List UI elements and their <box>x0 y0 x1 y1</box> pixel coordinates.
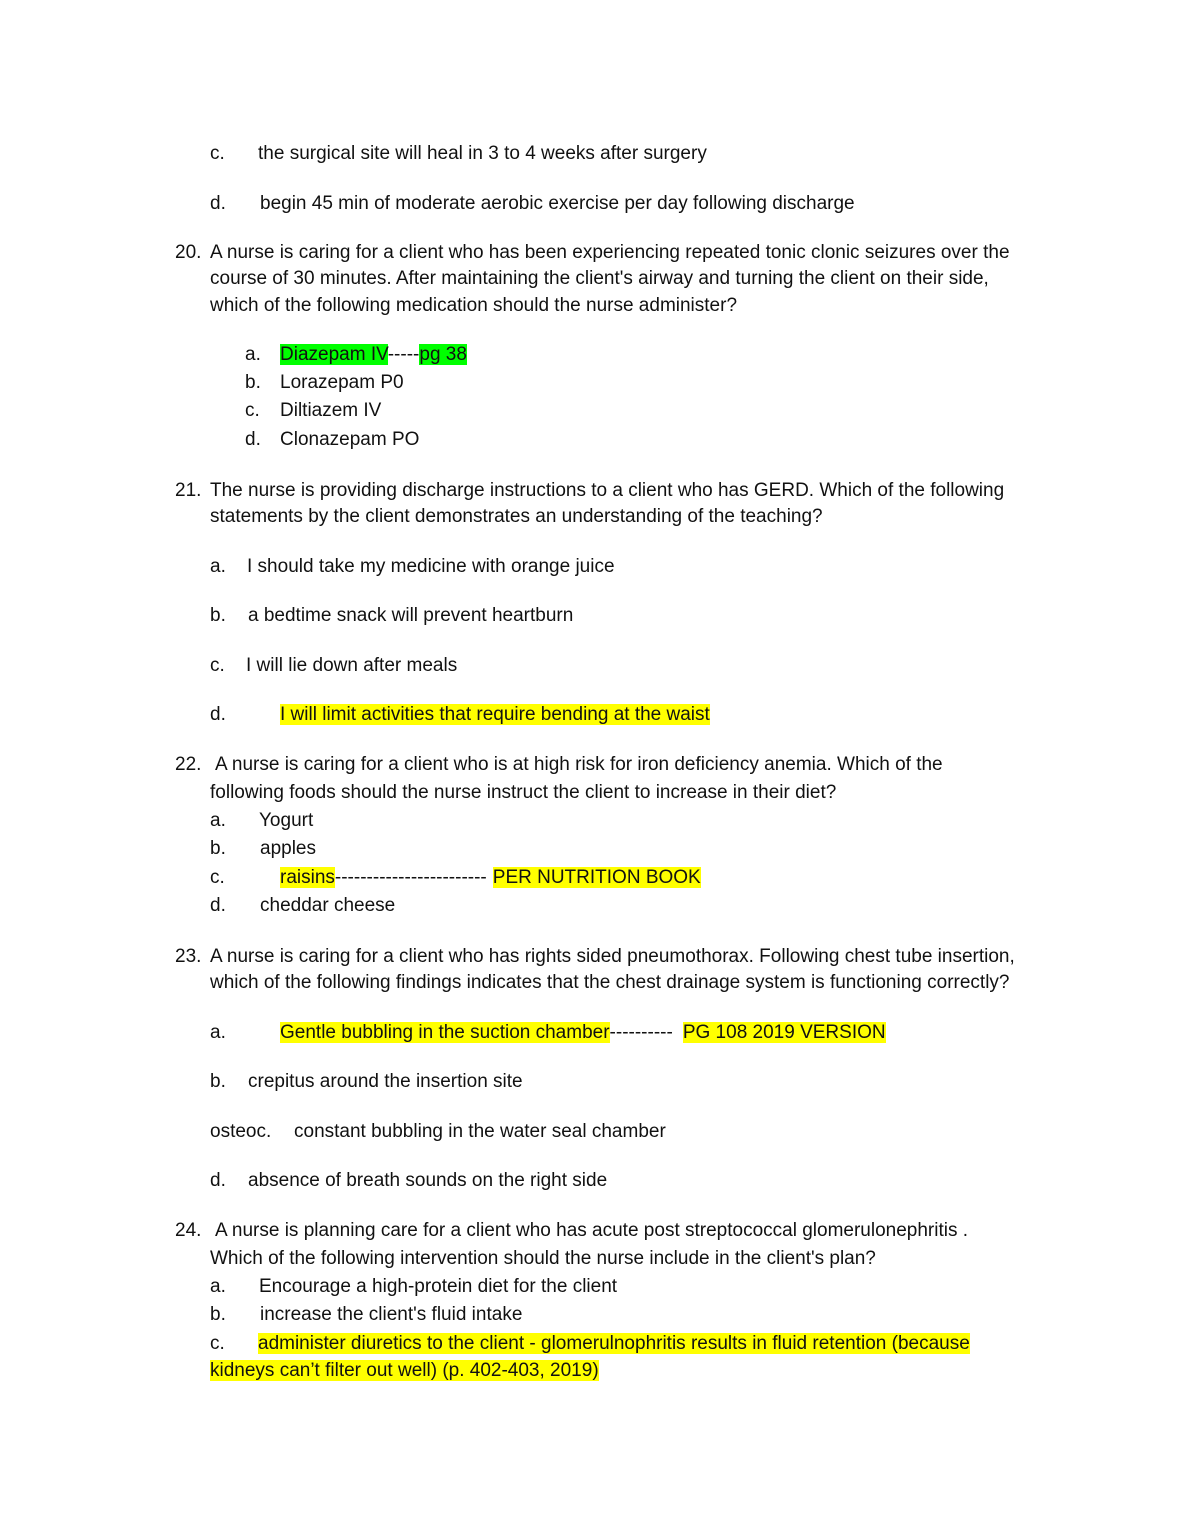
reference-note: PER NUTRITION BOOK <box>492 867 701 888</box>
option-text: constant bubbling in the water seal chamber <box>294 1121 666 1142</box>
answer-option-highlighted <box>258 1332 970 1356</box>
question-text: The nurse is providing discharge instructions to a client who has GERD. Which of the following <box>210 480 1005 501</box>
answer-option-continuation <box>210 1359 599 1383</box>
option-text: begin 45 min of moderate aerobic exercise per day following discharge <box>260 193 855 214</box>
option-marker: b. <box>210 838 226 859</box>
option-marker: c. <box>210 1333 225 1354</box>
option-marker: c. <box>210 143 225 164</box>
question-text: Which of the following intervention should the nurse include in the client's plan? <box>210 1248 876 1269</box>
question-text: A nurse is planning care for a client who has acute post streptococcal glomerulonephritis . <box>215 1220 969 1241</box>
answer-highlight: Diazepam IV <box>280 344 388 365</box>
option-text: apples <box>260 838 316 859</box>
reference-note: PG 108 2019 VERSION <box>682 1022 886 1043</box>
answer-option-highlighted <box>280 1021 886 1045</box>
option-text: Diltiazem IV <box>280 400 382 421</box>
answer-highlight: kidneys can’t filter out well) (p. 402-403, 2019) <box>210 1360 599 1381</box>
question-number: 20. <box>175 242 202 263</box>
answer-highlight: Gentle bubbling in the suction chamber <box>280 1022 610 1043</box>
option-marker: d. <box>210 193 226 214</box>
dash-separator: ------------------------ <box>334 867 487 888</box>
option-text: crepitus around the insertion site <box>248 1071 523 1092</box>
question-text: which of the following medication should the nurse administer? <box>210 295 738 316</box>
question-text: A nurse is caring for a client who is at high risk for iron deficiency anemia. Which of the <box>215 754 943 775</box>
question-number: 22. <box>175 754 202 775</box>
option-marker: b. <box>210 1304 226 1325</box>
option-marker: d. <box>210 1170 226 1191</box>
option-text: increase the client's fluid intake <box>260 1304 523 1325</box>
question-text: statements by the client demonstrates an understanding of the teaching? <box>210 506 823 527</box>
option-marker: c. <box>210 655 225 676</box>
question-number: 23. <box>175 946 202 967</box>
option-marker: d. <box>210 704 226 725</box>
question-text: which of the following findings indicates that the chest drainage system is functioning correctly? <box>210 972 1010 993</box>
reference-note: pg 38 <box>419 344 467 365</box>
option-text: I should take my medicine with orange juice <box>247 556 615 577</box>
option-text: cheddar cheese <box>260 895 396 916</box>
option-text: Encourage a high-protein diet for the client <box>259 1276 618 1297</box>
answer-highlight: administer diuretics to the client - glomerulnophritis results in fluid retention (because <box>258 1333 970 1354</box>
answer-highlight: raisins <box>280 867 335 888</box>
option-marker: b. <box>210 605 226 626</box>
answer-option-highlighted <box>280 866 701 890</box>
answer-option-highlighted <box>280 343 467 367</box>
dash-separator: ----- <box>387 344 420 365</box>
option-marker: osteoc. <box>210 1121 272 1142</box>
option-text: Lorazepam P0 <box>280 372 404 393</box>
question-text: following foods should the nurse instruct the client to increase in their diet? <box>210 782 837 803</box>
question-text: A nurse is caring for a client who has rights sided pneumothorax. Following chest tube insertion, <box>210 946 1015 967</box>
question-text: A nurse is caring for a client who has been experiencing repeated tonic clonic seizures over the <box>210 242 1010 263</box>
option-marker: b. <box>245 372 261 393</box>
option-text: Clonazepam PO <box>280 429 420 450</box>
option-marker: d. <box>245 429 261 450</box>
answer-option-highlighted <box>280 703 710 727</box>
option-marker: b. <box>210 1071 226 1092</box>
option-marker: a. <box>245 344 261 365</box>
option-text: the surgical site will heal in 3 to 4 weeks after surgery <box>258 143 707 164</box>
dash-separator: ---------- <box>609 1022 673 1043</box>
option-marker: a. <box>210 556 226 577</box>
option-marker: a. <box>210 1022 226 1043</box>
question-number: 21. <box>175 480 202 501</box>
option-text: I will lie down after meals <box>246 655 458 676</box>
answer-highlight: I will limit activities that require bending at the waist <box>280 704 710 725</box>
option-text: a bedtime snack will prevent heartburn <box>248 605 574 626</box>
option-text: Yogurt <box>259 810 314 831</box>
question-number: 24. <box>175 1220 202 1241</box>
option-text: absence of breath sounds on the right side <box>248 1170 608 1191</box>
question-text: course of 30 minutes. After maintaining the client's airway and turning the client on their side, <box>210 268 989 289</box>
option-marker: c. <box>210 867 225 888</box>
option-marker: d. <box>210 895 226 916</box>
option-marker: c. <box>245 400 260 421</box>
option-marker: a. <box>210 810 226 831</box>
option-marker: a. <box>210 1276 226 1297</box>
